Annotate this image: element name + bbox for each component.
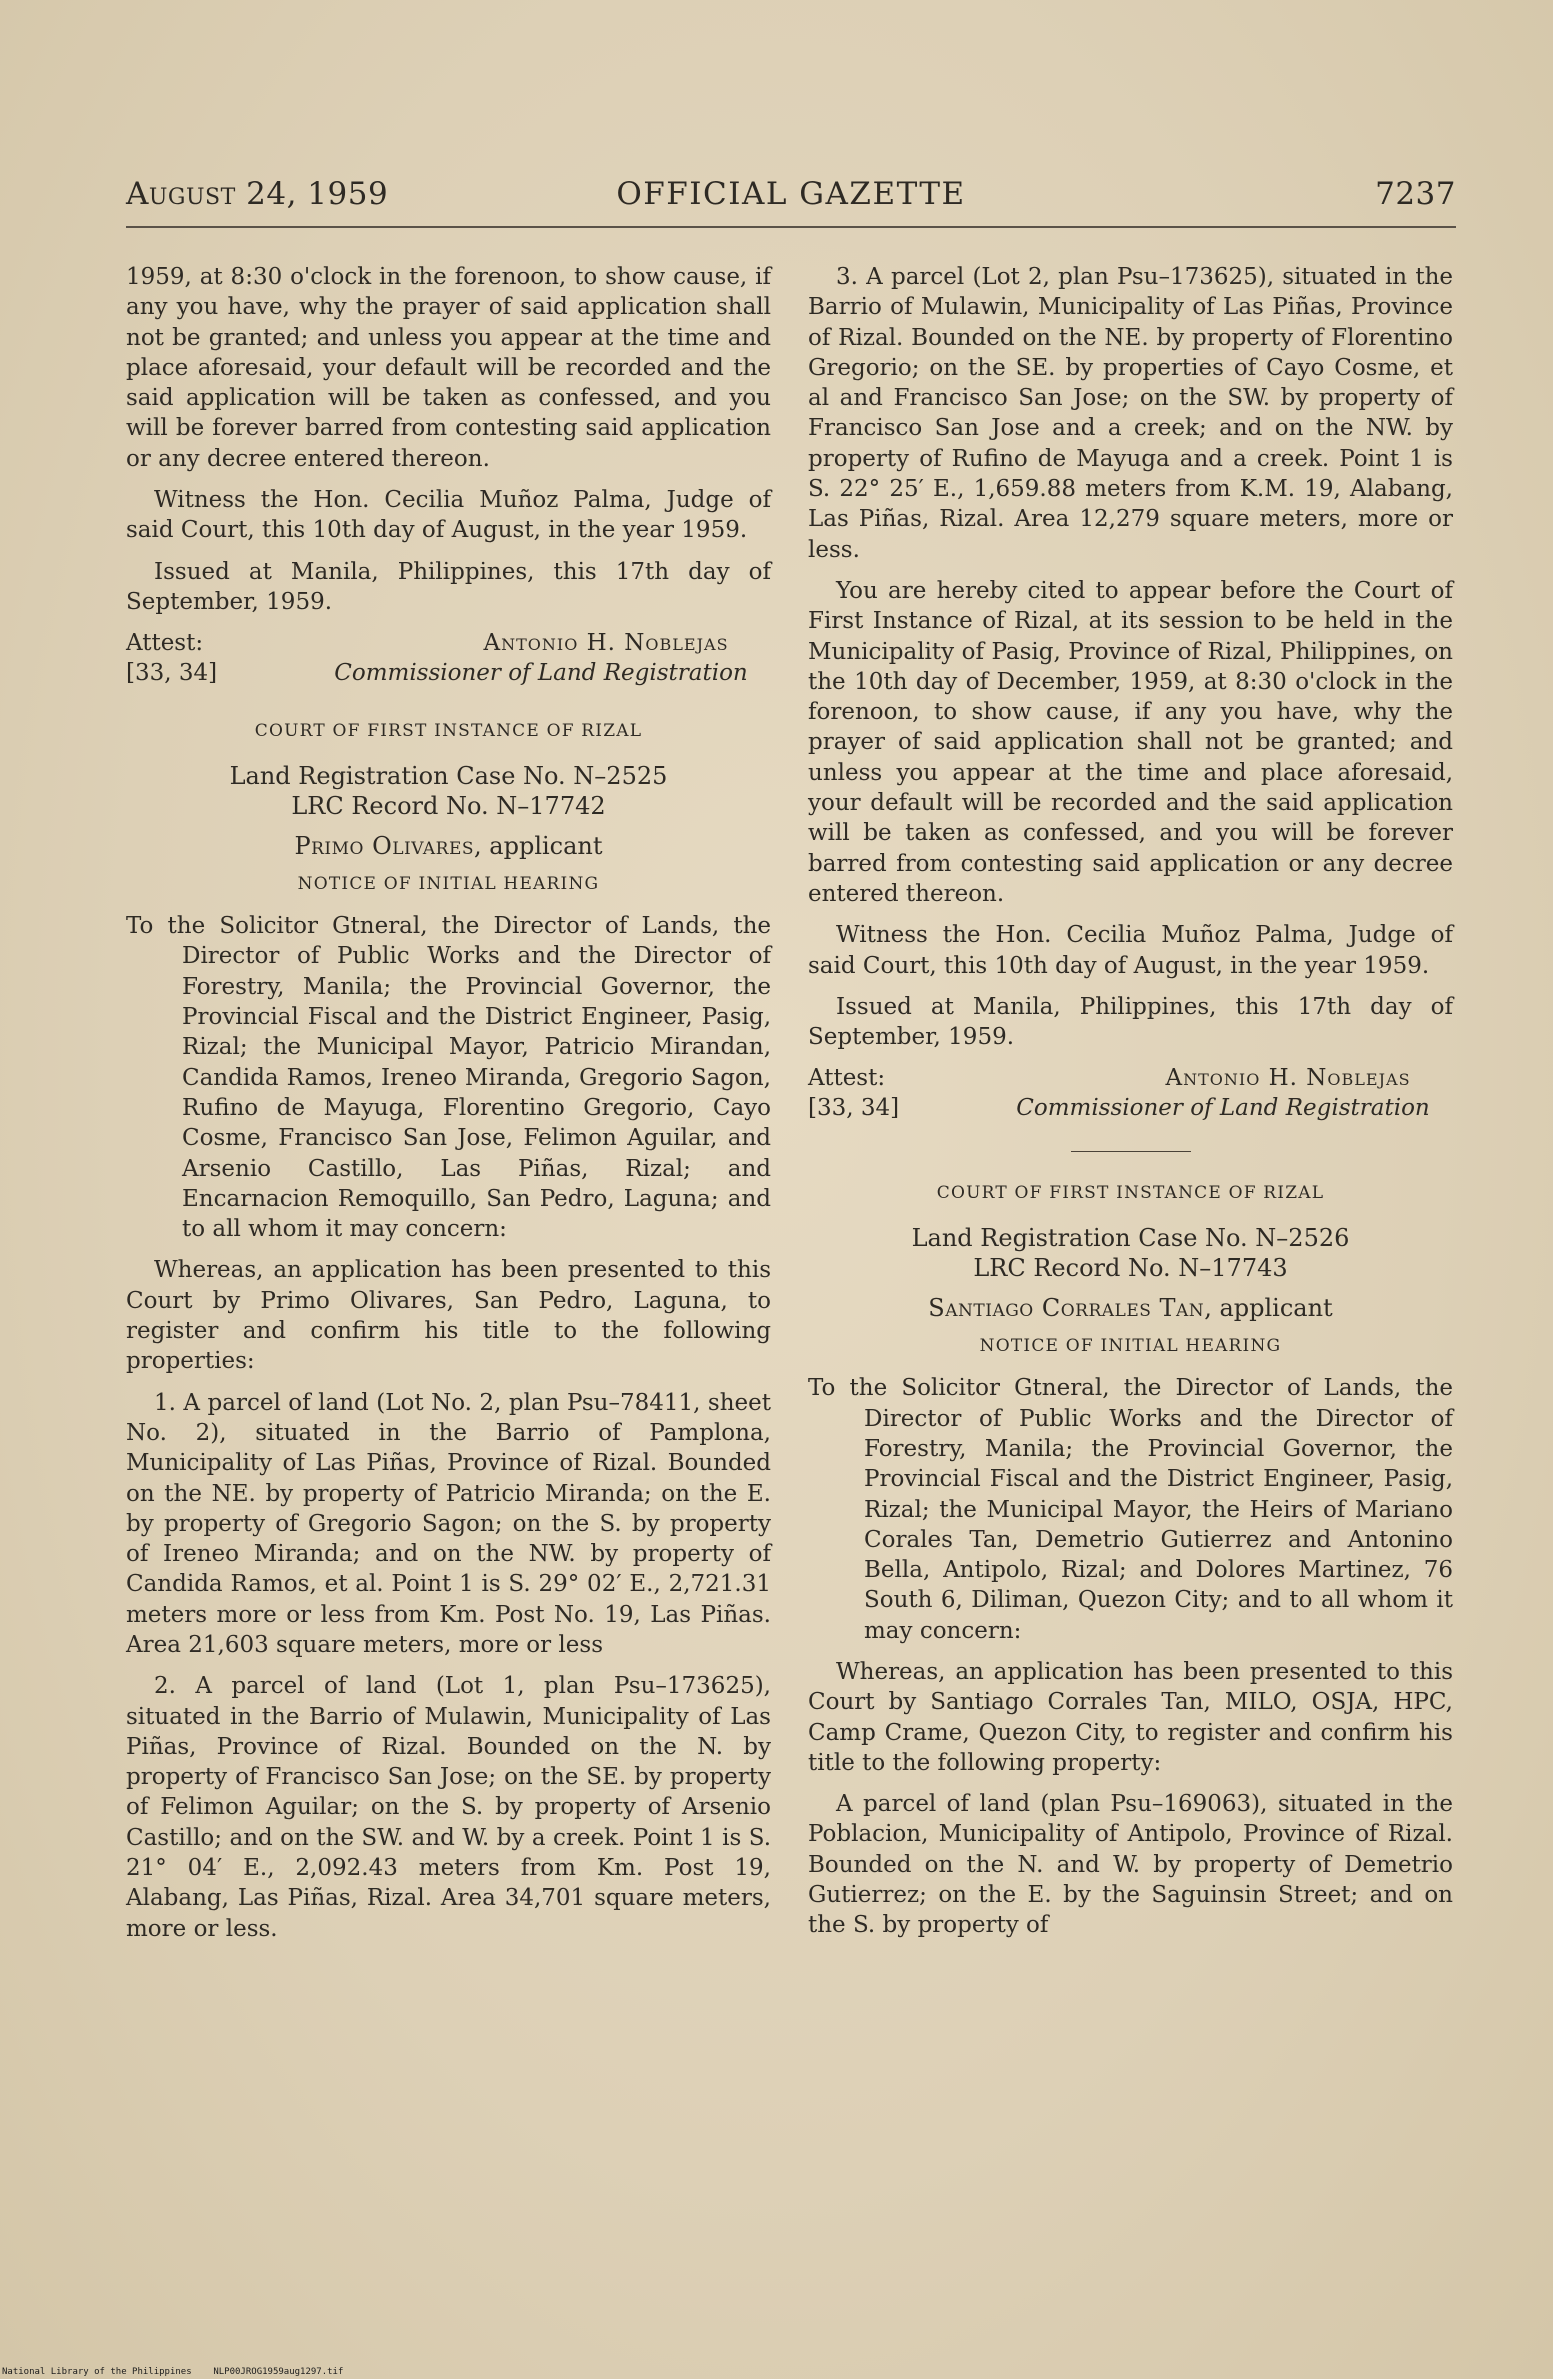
attest-ref: [33, 34] (808, 1095, 900, 1122)
attest-label: Attest: (126, 630, 204, 657)
record-number: LRC Record No. N–17743 (973, 1253, 1288, 1282)
applicant-line (126, 831, 771, 861)
whereas-paragraph: Whereas, an application has been presented to this Court by Primo Olivares, San Pedro, Laguna, to register and confirm his title to the following properties: (126, 1257, 771, 1375)
case-number: Land Registration Case No. N–2525 (229, 761, 668, 790)
attest-title: Commissioner of Land Registration (1016, 1095, 1430, 1122)
notice-heading: NOTICE OF INITIAL HEARING (979, 1336, 1282, 1357)
notice-heading: NOTICE OF INITIAL HEARING (297, 873, 600, 894)
paragraph-continuation: 1959, at 8:30 o'clock in the forenoon, to show cause, if any you have, why the prayer of said application shall not be granted; and unless you appear at the time and place aforesaid, your default will be recorded and the said application will be taken as confessed, and you will be forever barred from contesting said application or any decree entered thereon. (126, 264, 771, 472)
header-title: OFFICIAL GAZETTE (616, 176, 966, 212)
applicant-suffix: , applicant (474, 831, 603, 860)
parcel-item-1: 1. A parcel of land (Lot No. 2, plan Psu–78411, sheet No. 2), situated in the Barrio of Pamplona, Municipality of Las Piñas, Province of Rizal. Bounded on the NE. by property of Patricio Miranda; on the E. by property of Gregorio Sagon; on the S. by property of Ireneo Miranda; and on the NW. by property of Candida Ramos, et al. Point 1 is S. 29° 02′ E., 2,721.31 meters more or less from Km. Post No. 19, Las Piñas. Area 21,603 square meters, more or less (126, 1389, 771, 1658)
witness-paragraph: Witness the Hon. Cecilia Muñoz Palma, Judge of said Court, this 10th day of August, in the year 1959. (126, 487, 771, 544)
footer-file: NLP00JROG1959aug1297.tif (213, 2367, 344, 2377)
parcel-item-3: 3. A parcel (Lot 2, plan Psu–173625), situated in the Barrio of Mulawin, Municipality of Las Piñas, Province of Rizal. Bounded on the NE. by property of Florentino Gregorio; on the SE. by properties of Cayo Cosme, et al and Francisco San Jose; on the SW. by property of Francisco San Jose and a creek; and on the NW. by property of Rufino de Mayuga and a creek. Point 1 is S. 22° 25′ E., 1,659.88 meters from K.M. 19, Alabang, Las Piñas, Rizal. Area 12,279 square meters, more or less. (808, 264, 1453, 563)
applicant-line (808, 1293, 1453, 1323)
applicant-name: Santiago Corrales Tan (928, 1293, 1205, 1322)
page-header (126, 176, 1456, 216)
parcel-item-2: 2. A parcel of land (Lot 1, plan Psu–173625), situated in the Barrio of Mulawin, Municipality of Las Piñas, Province of Rizal. Bounded on the N. by property of Francisco San Jose; on the SE. by property of Felimon Aguilar; on the S. by property of Arsenio Castillo; and on the SW. and W. by a creek. Point 1 is S. 21° 04′ E., 2,092.43 meters from Km. Post 19, Alabang, Las Piñas, Rizal. Area 34,701 square meters, more or less. (126, 1673, 771, 1942)
court-heading: COURT OF FIRST INSTANCE OF RIZAL (254, 721, 643, 742)
addressees: To the Solicitor Gtneral, the Director of Lands, the Director of Public Works and the Director of Forestry, Manila; the Provincial Governor, the Provincial Fiscal and the District Engineer, Pasig, Rizal; the Municipal Mayor, the Heirs of Mariano Corales Tan, Demetrio Gutierrez and Antonino Bella, Antipolo, Rizal; and Dolores Martinez, 76 South 6, Diliman, Quezon City; and to all whom it may concern: (808, 1375, 1453, 1644)
witness-paragraph: Witness the Hon. Cecilia Muñoz Palma, Judge of said Court, this 10th day of August, in the year 1959. (808, 922, 1453, 979)
right-column (808, 262, 1453, 1952)
applicant-suffix: , applicant (1204, 1293, 1333, 1322)
attest-name: Antonio H. Noblejas (483, 630, 729, 657)
left-column (126, 262, 771, 1955)
issued-paragraph: Issued at Manila, Philippines, this 17th day of September, 1959. (808, 993, 1453, 1051)
attest-title: Commissioner of Land Registration (334, 660, 748, 687)
case-number: Land Registration Case No. N–2526 (911, 1223, 1350, 1252)
footer-library: National Library of the Philippines (2, 2367, 192, 2377)
page-number: 7237 (1375, 176, 1456, 212)
section-divider (1071, 1151, 1191, 1152)
applicant-name: Primo Olivares (294, 831, 475, 860)
issued-paragraph: Issued at Manila, Philippines, this 17th day of September, 1959. (126, 558, 771, 615)
parcel-description: A parcel of land (plan Psu–169063), situated in the Poblacion, Municipality of Antipolo, Province of Rizal. Bounded on the N. and W. by property of Demetrio Gutierrez; on the E. by the Saguinsin Street; and on the S. by property of (808, 1791, 1453, 1939)
scan-footer (2, 2367, 343, 2377)
attest-block (808, 1063, 1453, 1123)
attest-label: Attest: (808, 1065, 886, 1092)
cited-paragraph: You are hereby cited to appear before the Court of First Instance of Rizal, at its session to be held in the Municipality of Pasig, Province of Rizal, Philippines, on the 10th day of December, 1959, at 8:30 o'clock in the forenoon, to show cause, if any you have, why the prayer of said application shall not be granted; and unless you appear at the time and place aforesaid, your default will be recorded and the said application will be taken as confessed, and you will be forever barred from contesting said application or any decree entered thereon. (808, 577, 1453, 907)
header-date: August 24, 1959 (126, 176, 389, 212)
addressees: To the Solicitor Gtneral, the Director of Lands, the Director of Public Works and the Director of Forestry, Manila; the Provincial Governor, the Provincial Fiscal and the District Engineer, Pasig, Rizal; the Municipal Mayor, Patricio Mirandan, Candida Ramos, Ireneo Miranda, Gregorio Sagon, Rufino de Mayuga, Florentino Gregorio, Cayo Cosme, Francisco San Jose, Felimon Aguilar, and Arsenio Castillo, Las Piñas, Rizal; and Encarnacion Remoquillo, San Pedro, Laguna; and to all whom it may concern: (126, 913, 771, 1243)
attest-ref: [33, 34] (126, 660, 218, 687)
whereas-paragraph: Whereas, an application has been presented to this Court by Santiago Corrales Tan, MILO, OSJA, HPC, Camp Crame, Quezon City, to register and confirm his title to the following property: (808, 1658, 1453, 1776)
record-number: LRC Record No. N–17742 (291, 791, 606, 820)
court-heading: COURT OF FIRST INSTANCE OF RIZAL (936, 1183, 1325, 1204)
attest-block (126, 628, 771, 688)
header-rule (126, 226, 1456, 228)
attest-name: Antonio H. Noblejas (1165, 1065, 1411, 1092)
